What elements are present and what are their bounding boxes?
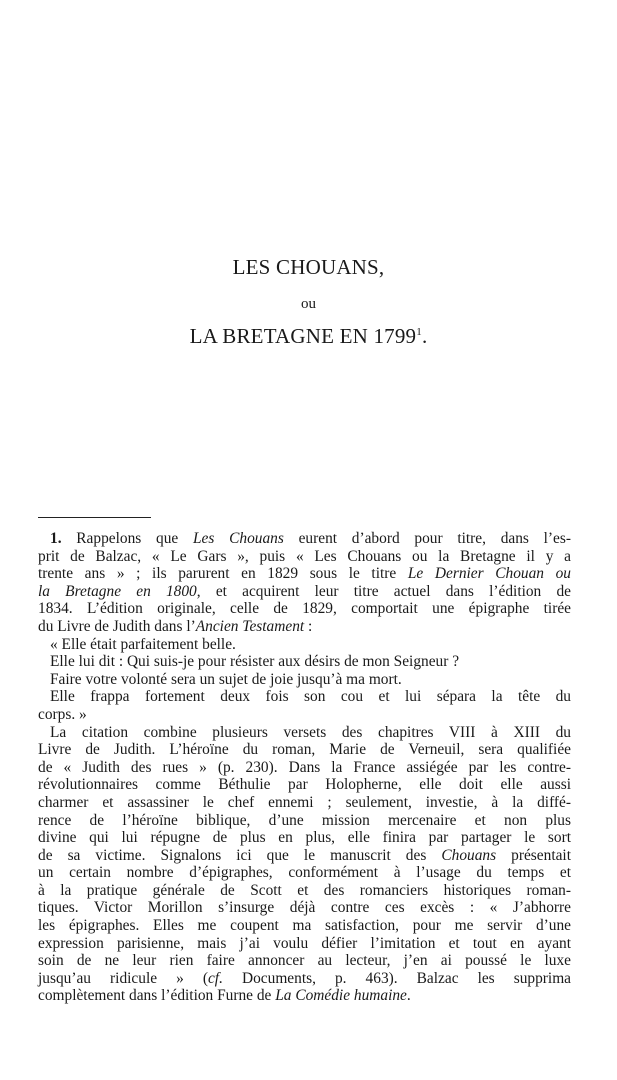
footnote-text: un certain nombre d’épigraphes, conformément à l’usage du temps et: [38, 864, 571, 882]
footnote-text: Faire votre volonté sera un sujet de joie jusqu’à ma mort.: [50, 670, 402, 688]
footnote-text: Documents, p. 463). Balzac les supprima: [222, 969, 571, 987]
title-line-3-period: .: [421, 324, 428, 348]
footnote-line: [38, 970, 571, 988]
footnote-text: divine qui lui répugne de plus en plus, elle finira par partager le sort: [38, 829, 571, 847]
footnote-text: expression parisienne, mais j’ai voulu défier l’imitation et tout en ayant: [38, 934, 571, 952]
title-line-2: ou: [301, 296, 316, 312]
footnote-line: [38, 935, 571, 953]
footnote-text: 1834. L’édition originale, celle de 1829, comportait une épigraphe tirée: [38, 600, 571, 618]
footnote-italic-title: cf.: [207, 969, 223, 987]
footnote-text: Elle lui dit : Qui suis-je pour résister aux désirs de mon Seigneur ?: [50, 653, 460, 671]
footnote-line: [38, 618, 571, 636]
title-line-1: LES CHOUANS,: [232, 255, 385, 279]
footnote-text: rence de l’héroïne biblique, d’une mission mercenaire et non plus: [38, 811, 571, 829]
footnote-italic-title: Les Chouans: [192, 530, 284, 547]
footnote-italic-title: La Comédie humaine: [275, 987, 407, 1005]
footnote-line: [38, 952, 571, 970]
footnote-text: jusqu’au ridicule » (: [38, 969, 208, 987]
footnote-line: [38, 812, 571, 830]
footnote-line: [38, 688, 571, 706]
footnote-line: [38, 583, 571, 601]
footnote-italic-title: Le Dernier Chouan ou: [407, 565, 572, 583]
footnote-text: soin de ne leur rien faire annoncer au lecteur, j’en ai poussé le luxe: [38, 952, 571, 970]
footnote-line: [38, 882, 571, 900]
footnote-text: .: [406, 987, 411, 1005]
footnote-line: [38, 917, 571, 935]
footnote-text: du Livre de Judith dans l’: [38, 617, 196, 635]
footnote-text: tiques. Victor Morillon s’insurge déjà contre ces excès : « J’abhorre: [38, 899, 571, 917]
footnote-line: [38, 600, 571, 618]
footnote-line: [38, 653, 571, 671]
footnote-text: Elle frappa fortement deux fois son cou et lui sépara la tête du: [50, 688, 571, 706]
footnote-line: [38, 847, 571, 865]
footnote-line: [38, 636, 571, 654]
footnote-text: trente ans » ; ils parurent en 1829 sous le titre: [38, 565, 408, 583]
footnote-line: [38, 759, 571, 777]
footnote-text: les épigraphes. Elles me coupent ma satisfaction, pour me servir d’une: [38, 917, 571, 935]
footnote-text: charmer et assassiner le chef ennemi ; seulement, investie, à la diffé-: [38, 793, 571, 811]
footnote-separator-rule: [38, 517, 151, 518]
footnote-reference[interactable]: 1: [416, 326, 422, 338]
footnote-text: , et acquirent leur titre actuel dans l’édition de: [196, 582, 571, 600]
title-line-3-text: LA BRETAGNE EN 1799: [189, 324, 417, 348]
footnote-text: révolutionnaires comme Béthulie par Holopherne, elle doit elle aussi: [38, 776, 571, 794]
footnote-text: La citation combine plusieurs versets des chapitres VIII à XIII du: [50, 723, 571, 741]
footnote-line: [38, 794, 571, 812]
footnote-text: de sa victime. Signalons ici que le manuscrit des: [38, 846, 442, 864]
footnote-text: Rappelons que: [76, 530, 193, 547]
footnote-text: Livre de Judith. L’héroïne du roman, Marie de Verneuil, sera qualifiée: [38, 741, 571, 759]
footnote-text: eurent d’abord pour titre, dans l’es-: [283, 530, 572, 547]
footnote: [38, 530, 571, 1005]
footnote-line: [38, 724, 571, 742]
footnote-line: [38, 829, 571, 847]
footnote-line: [38, 671, 571, 689]
title-line-3: [0, 324, 617, 349]
footnote-text: présentait: [496, 846, 571, 864]
footnote-text: « Elle était parfaitement belle.: [50, 635, 236, 653]
footnote-line: [38, 899, 571, 917]
footnote-line: [38, 864, 571, 882]
footnote-line: [38, 706, 571, 724]
footnote-italic-title: Chouans: [441, 846, 497, 864]
footnote-line: [38, 565, 571, 583]
footnote-line: [38, 776, 571, 794]
footnote-number: 1.: [50, 530, 77, 547]
footnote-text: :: [304, 617, 313, 635]
footnote-text: corps. »: [38, 705, 87, 723]
footnote-line: [38, 987, 571, 1005]
footnote-line: [38, 548, 571, 566]
footnote-italic-title: la Bretagne en 1800: [38, 582, 197, 600]
footnote-text: complètement dans l’édition Furne de: [38, 987, 276, 1005]
footnote-text: prit de Balzac, « Le Gars », puis « Les Chouans ou la Bretagne il y a: [38, 547, 571, 565]
footnote-line: [38, 530, 571, 548]
footnote-text: de « Judith des rues » (p. 230). Dans la France assiégée par les contre-: [38, 758, 571, 776]
footnote-text: à la pratique générale de Scott et des romanciers historiques roman-: [38, 881, 571, 899]
footnote-italic-title: Ancien Testament: [195, 617, 305, 635]
footnote-line: [38, 741, 571, 759]
